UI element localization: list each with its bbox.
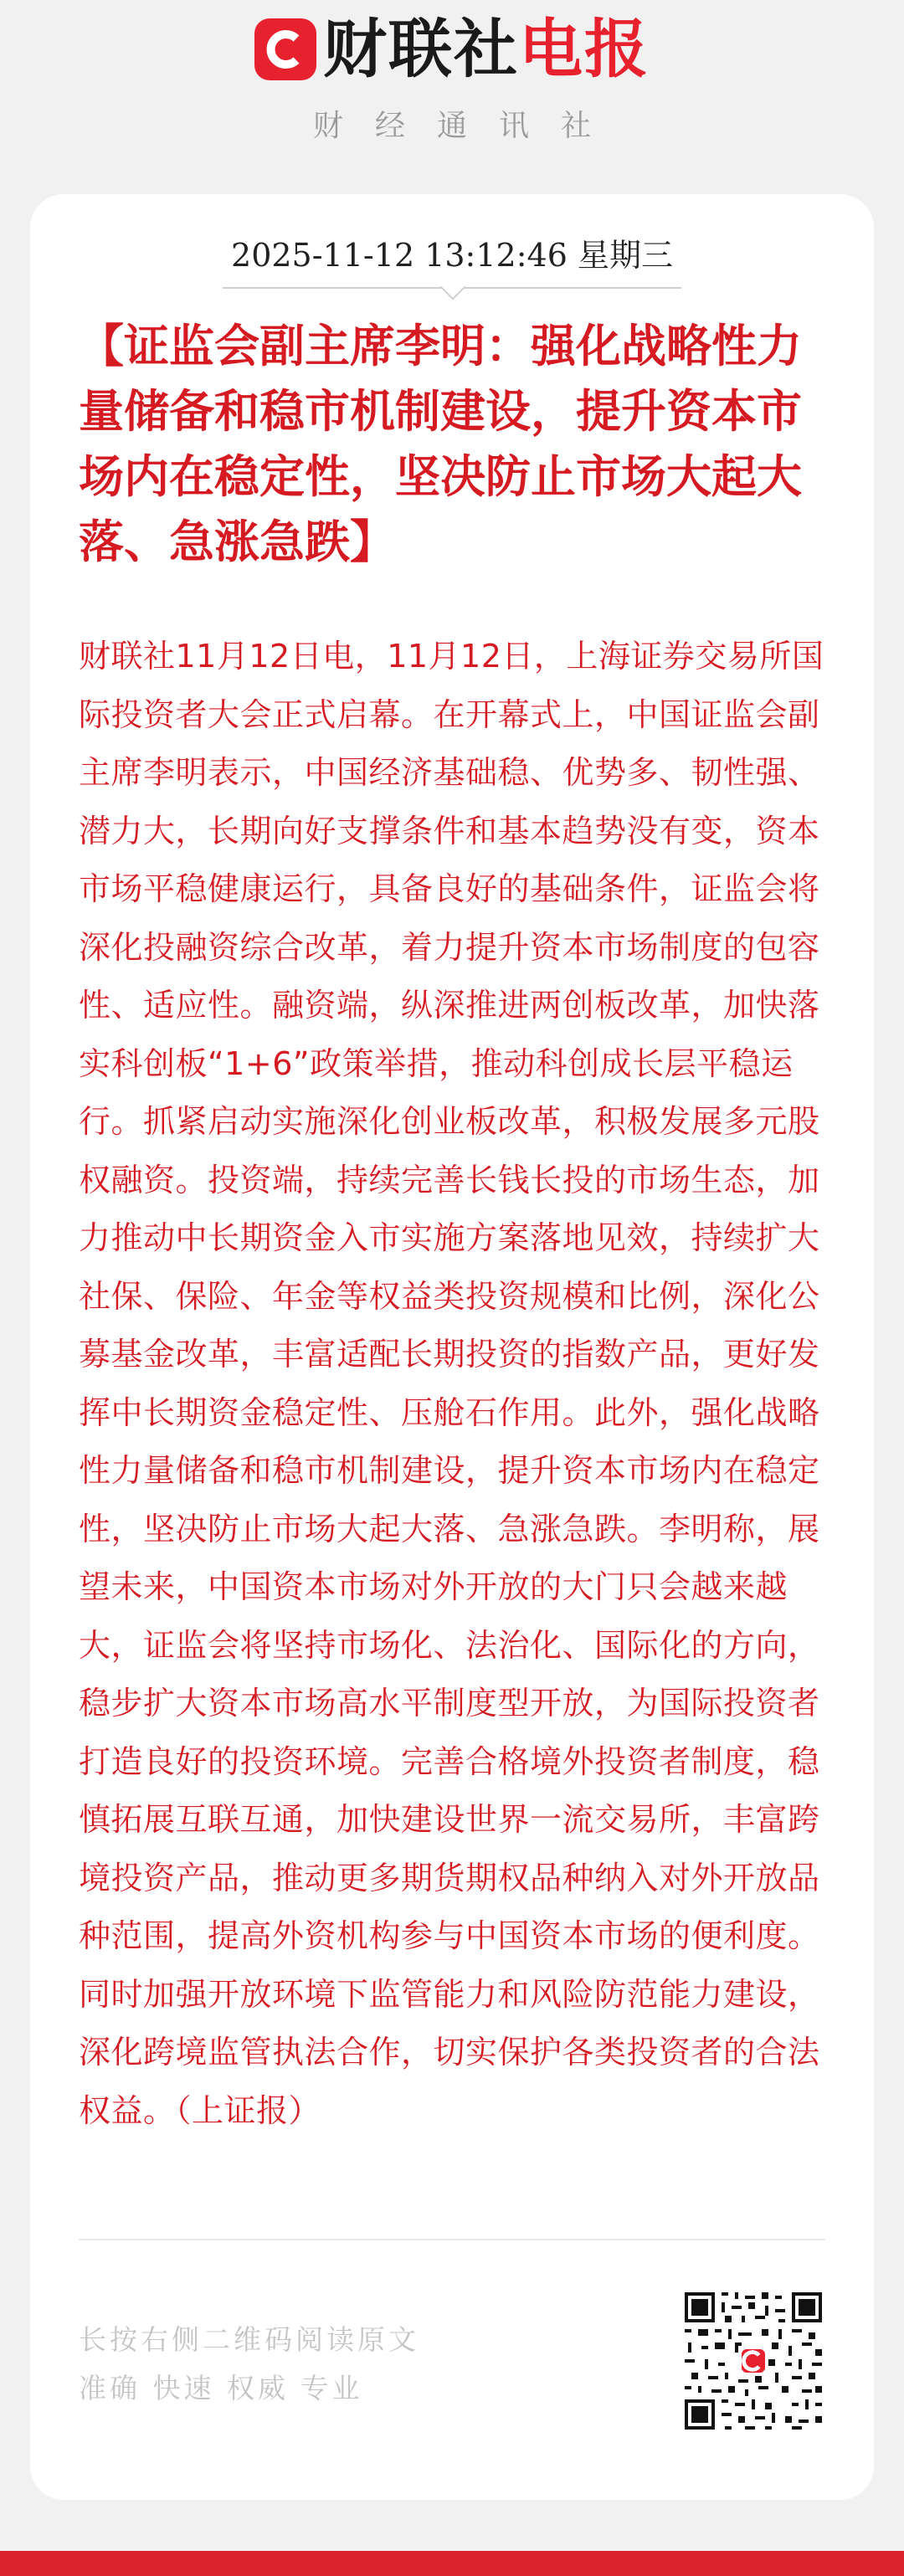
bottom-accent-bar	[0, 2551, 904, 2576]
slogan-text: 准确 快速 权威 专业	[79, 2372, 363, 2404]
article-datetime	[223, 229, 681, 289]
footer-divider	[79, 2239, 825, 2240]
brand-logo	[0, 12, 904, 87]
qr-code[interactable]	[681, 2289, 825, 2433]
article-headline: 【证监会副主席李明：强化战略性力量储备和稳市机制建设，提升资本市场内在稳定性，坚决防止市场大起大落、急涨急跌】	[79, 319, 802, 568]
brand-name-red: 电报	[519, 12, 650, 86]
datetime-notch	[439, 274, 465, 300]
article-card	[30, 194, 874, 2500]
brand-subtitle: 财经通讯社	[312, 109, 623, 143]
article-datetime-text: 2025-11-12 13:12:46 星期三	[231, 237, 673, 274]
brand-header	[0, 0, 904, 192]
brand-name-black: 财联社	[323, 12, 519, 86]
qr-code-icon	[681, 2289, 825, 2433]
qr-hint-text: 长按右侧二维码阅读原文	[79, 2323, 419, 2356]
article-body: 财联社11月12日电，11月12日，上海证券交易所国际投资者大会正式启幕。在开幕式上，中国证监会副主席李明表示，中国经济基础稳、优势多、韧性强、潜力大，长期向好支撑条件和基本趋势没有变，资本市场平稳健康运行，具备良好的基础条件，证监会将深化投融资综合改革，着力提升资本市场制度的包容性、适应性。融资端，纵深推进两创板改革，加快落实科创板“1+6”政策举措，推动科创成长层平稳运行。抓紧启动实施深化创业板改革，积极发展多元股权融资。投资端，持续完善长钱长投的市场生态，加力推动中长期资金入市实施方案落地见效，持续扩大社保、保险、年金等权益类投资规模和比例，深化公募基金改革，丰富适配长期投资的指数产品，更好发挥中长期资金稳定性、压舱石作用。此外，强化战略性力量储备和稳市机制建设，提升资本市场内在稳定性，坚决防止市场大起大落、急涨急跌。李明称，展望未来，中国资本市场对外开放的大门只会越来越大，证监会将坚持市场化、法治化、国际化的方向，稳步扩大资本市场高水平制度型开放，为国际投资者打造良好的投资环境。完善合格境外投资者制度，稳慎拓展互联互通，加快建设世界一流交易所，丰富跨境投资产品，推动更多期货期权品种纳入对外开放品种范围，提高外资机构参与中国资本市场的便利度。同时加强开放环境下监管能力和风险防范能力建设，深化跨境监管执法合作，切实保护各类投资者的合法权益。（上证报）	[79, 638, 824, 2129]
brand-c-icon	[254, 18, 316, 80]
